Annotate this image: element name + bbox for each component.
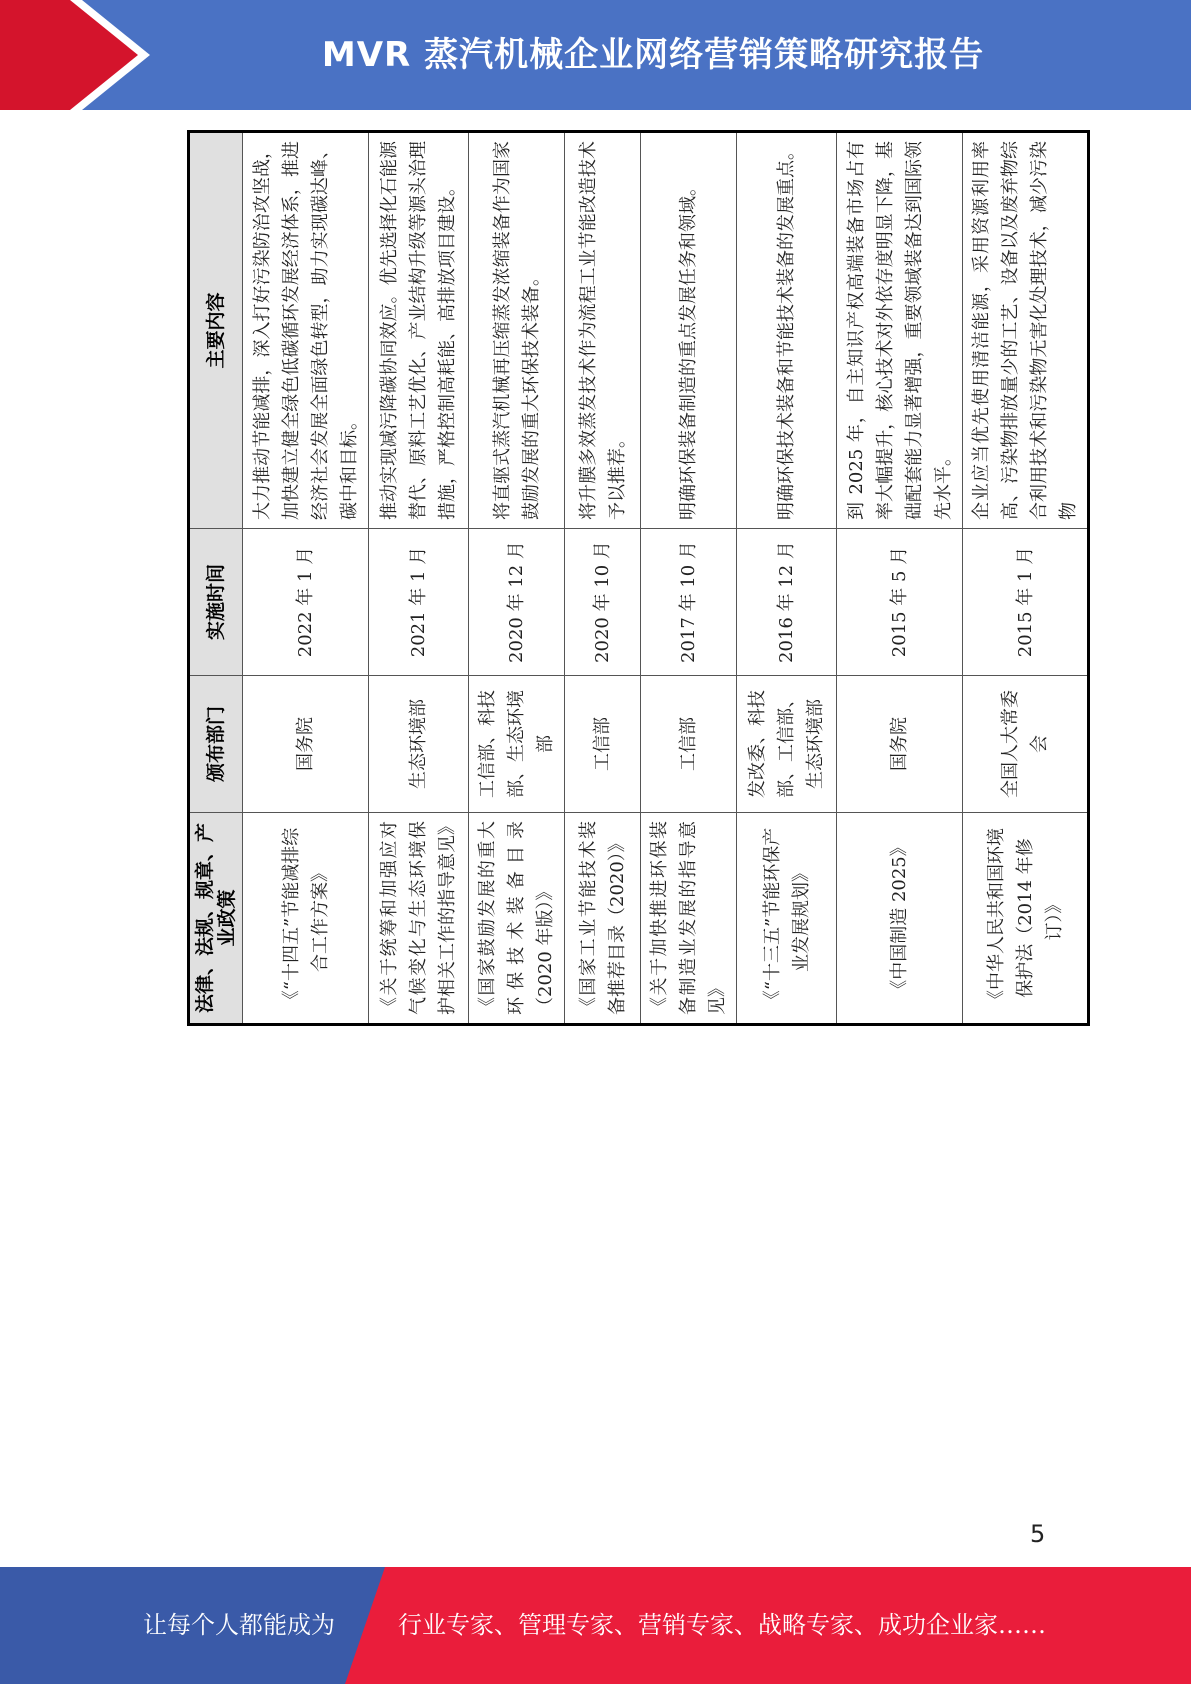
effective-date: 2022 年 1 月	[243, 529, 369, 676]
page-number: 5	[1030, 1520, 1046, 1548]
col-header-policy: 法律、法规、规章、产业政策	[189, 813, 243, 1025]
table-row	[963, 132, 1089, 1025]
main-content: 将直驱式蒸汽机械再压缩蒸发浓缩装备作为国家鼓励发展的重大环保技术装备。	[469, 132, 565, 529]
effective-date: 2021 年 1 月	[369, 529, 469, 676]
main-content: 大力推动节能减排，深入打好污染防治攻坚战，加快建立健全绿色低碳循环发展经济体系，推进经济社会发展全面绿色转型，助力实现碳达峰、碳中和目标。	[243, 132, 369, 529]
table-row	[243, 132, 369, 1025]
main-content: 企业应当优先使用清洁能源，采用资源利用率高、污染物排放量少的工艺、设备以及废弃物综合利用技术和污染物无害化处理技术，减少污染物	[963, 132, 1089, 529]
effective-date: 2015 年 5 月	[837, 529, 963, 676]
main-content: 到 2025 年，自主知识产权高端装备市场占有率大幅提升，核心技术对外依存度明显下降，基础配套能力显著增强，重要领域装备达到国际领先水平。	[837, 132, 963, 529]
issuing-dept: 国务院	[837, 676, 963, 813]
policy-name: 《关于加快推进环保装备制造业发展的指导意见》	[641, 813, 737, 1025]
policy-table	[187, 130, 1090, 1026]
report-title: MVR 蒸汽机械企业网络营销策略研究报告	[321, 35, 985, 75]
main-content: 明确环保装备制造的重点发展任务和领域。	[641, 132, 737, 529]
col-header-date: 实施时间	[189, 529, 243, 676]
issuing-dept: 生态环境部	[369, 676, 469, 813]
page-footer	[0, 1567, 1191, 1684]
effective-date: 2020 年 12 月	[469, 529, 565, 676]
policy-name: 《中国制造 2025》	[837, 813, 963, 1025]
policy-name: 《关于统筹和加强应对气候变化与生态环境保护相关工作的指导意见》	[369, 813, 469, 1025]
effective-date: 2015 年 1 月	[963, 529, 1089, 676]
table-row	[737, 132, 837, 1025]
effective-date: 2020 年 10 月	[565, 529, 641, 676]
page-header	[0, 0, 1191, 110]
policy-table-rotated	[187, 133, 1079, 1026]
policy-name: 《“十四五”节能减排综合工作方案》	[243, 813, 369, 1025]
footer-slogan-right: 行业专家、管理专家、营销专家、战略专家、成功企业家……	[398, 1611, 1046, 1639]
issuing-dept: 发改委、科技部、工信部、生态环境部	[737, 676, 837, 813]
table-row	[369, 132, 469, 1025]
issuing-dept: 国务院	[243, 676, 369, 813]
table-row	[469, 132, 565, 1025]
col-header-content: 主要内容	[189, 132, 243, 529]
policy-name: 《国家鼓励发展的重大环保技术装备目录（2020 年版）》	[469, 813, 565, 1025]
policy-name: 《“十三五”节能环保产业发展规划》	[737, 813, 837, 1025]
policy-name: 《国家工业节能技术装备推荐目录（2020）》	[565, 813, 641, 1025]
policy-table-frame	[187, 133, 1079, 1026]
footer-slogan-left: 让每个人都能成为	[143, 1611, 335, 1639]
issuing-dept: 全国人大常委会	[963, 676, 1089, 813]
issuing-dept: 工信部	[641, 676, 737, 813]
main-content: 明确环保技术装备和节能技术装备的发展重点。	[737, 132, 837, 529]
col-header-dept: 颁布部门	[189, 676, 243, 813]
issuing-dept: 工信部、科技部、生态环境部	[469, 676, 565, 813]
effective-date: 2017 年 10 月	[641, 529, 737, 676]
policy-name: 《中华人民共和国环境保护法（2014 年修订）》	[963, 813, 1089, 1025]
issuing-dept: 工信部	[565, 676, 641, 813]
table-row	[565, 132, 641, 1025]
main-content: 推动实现减污降碳协同效应。优先选择化石能源替代、原料工艺优化、产业结构升级等源头治理措施，严格控制高耗能、高排放项目建设。	[369, 132, 469, 529]
table-row	[837, 132, 963, 1025]
table-row	[641, 132, 737, 1025]
main-content: 将升膜多效蒸发技术作为流程工业节能改造技术予以推荐。	[565, 132, 641, 529]
table-header-row	[189, 132, 243, 1025]
effective-date: 2016 年 12 月	[737, 529, 837, 676]
